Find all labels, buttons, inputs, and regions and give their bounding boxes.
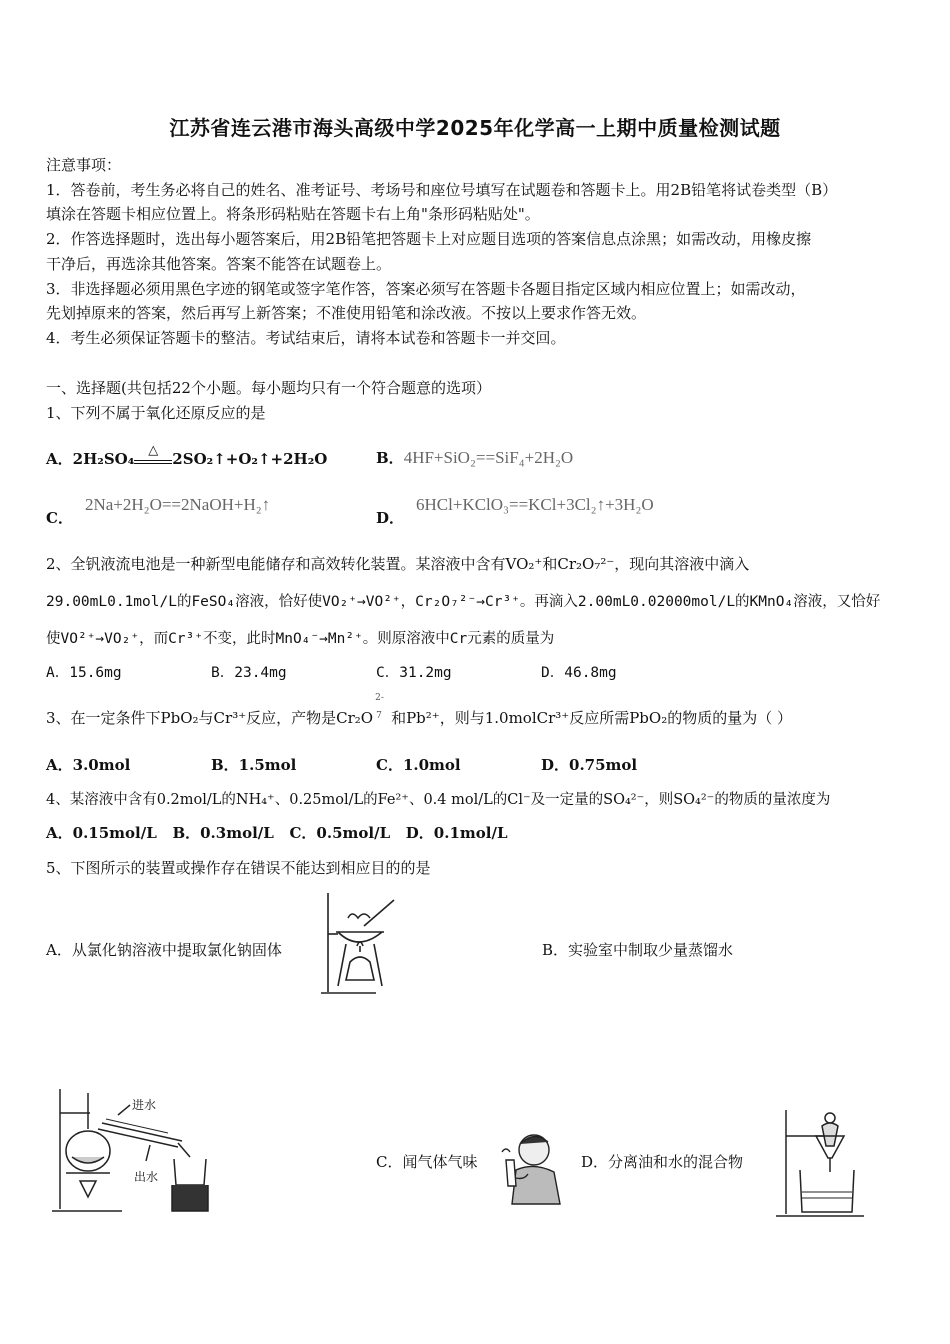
q3-ion-subscript: 7 — [376, 711, 382, 721]
separatory-funnel-figure — [772, 1106, 868, 1220]
q3-stem-post: 和Pb²⁺，则与1.0molCr³⁺反应所需PbO₂的物质的量为（ ） — [391, 709, 792, 727]
notice-line-3: 2．作答选择题时，选出每小题答案后，用2B铅笔把答题卡上对应题目选项的答案信息点涂黑；如需改动，用橡皮擦 — [46, 230, 812, 248]
q3-ion-charge: 2- — [375, 693, 384, 703]
q1-option-b — [376, 447, 573, 468]
notice-line-5: 3．非选择题必须用黑色字迹的钢笔或签字笔作答，答案必须写在答题卡各题目指定区域内相应位置上；如需改动， — [46, 280, 806, 298]
q1-stem: 1、下列不属于氧化还原反应的是 — [46, 404, 266, 422]
q5-option-b: B．实验室中制取少量蒸馏水 — [542, 941, 734, 959]
page-title: 江苏省连云港市海头高级中学2025年化学高一上期中质量检测试题 — [169, 116, 781, 140]
water-out-label: 出水 — [134, 1170, 159, 1184]
q2-line-2: 29.00mL0.1mol/L的FeSO₄溶液，恰好使VO₂⁺→VO²⁺，Cr₂O₇²⁻→Cr³⁺。再滴入2.00mL0.02000mol/L的KMnO₄溶液，又恰好 — [46, 594, 881, 610]
smelling-gas-figure — [494, 1130, 570, 1208]
water-in-label: 进水 — [132, 1098, 157, 1112]
q4-options: A．0.15mol/L B．0.3mol/L C．0.5mol/L D．0.1mol/L — [46, 824, 508, 842]
q3-option-a: A．3.0mol — [46, 756, 131, 774]
q3-option-c: C．1.0mol — [376, 756, 461, 774]
q1-a-reactant: 2H₂SO₄ — [72, 450, 135, 468]
notice-heading: 注意事项： — [46, 156, 122, 174]
q2-option-c: C．31.2mg — [376, 665, 452, 681]
q1-b-text: 4HF+SiO₂==SiF₄+2H₂O — [403, 448, 574, 467]
notice-line-6: 先划掉原来的答案，然后再写上新答案；不准使用铅笔和涂改液。不按以上要求作答无效。 — [46, 304, 647, 322]
q1-option-c — [46, 494, 271, 527]
evaporation-apparatus-figure — [318, 890, 408, 998]
q1-a-product: 2SO₂↑+O₂↑+2H₂O — [172, 450, 328, 468]
q2-option-b: B．23.4mg — [211, 665, 287, 681]
q3-option-d: D．0.75mol — [541, 756, 638, 774]
q1-b-label: B． — [376, 449, 404, 467]
q2-line-3: 使VO²⁺→VO₂⁺，而Cr³⁺不变，此时MnO₄⁻→Mn²⁺。则原溶液中Cr元素的质量为 — [46, 631, 555, 647]
q1-c-text: 2Na+2H₂O==2NaOH+H₂↑ — [84, 495, 271, 514]
q1-d-label: D． — [376, 509, 405, 527]
q3-stem — [46, 693, 792, 728]
notice-line-4: 干净后，再选涂其他答案。答案不能答在试题卷上。 — [46, 255, 392, 273]
q3-option-b: B．1.5mol — [211, 756, 297, 774]
q5-option-a: A．从氯化钠溶液中提取氯化钠固体 — [46, 941, 282, 959]
q1-a-label: A． — [46, 450, 73, 468]
q1-a-condition: △ — [148, 443, 159, 458]
q1-option-d — [376, 494, 654, 527]
notice-line-1: 1．答卷前，考生务必将自己的姓名、准考证号、考场号和座位号填写在试题卷和答题卡上。用2B铅笔将试卷类型（B） — [46, 181, 838, 199]
q5-option-d: D．分离油和水的混合物 — [581, 1153, 744, 1171]
q1-option-a — [46, 443, 328, 469]
q2-option-d: D．46.8mg — [541, 665, 617, 681]
q5-option-c: C．闻气体气味 — [376, 1153, 478, 1171]
distillation-apparatus-figure — [50, 1085, 220, 1217]
q1-c-label: C． — [46, 509, 73, 527]
q1-d-text: 6HCl+KClO₃==KCl+3Cl₂↑+3H₂O — [416, 495, 654, 514]
q4-stem: 4、某溶液中含有0.2mol/L的NH₄⁺、0.25mol/L的Fe²⁺、0.4 mol/L的Cl⁻及一定量的SO₄²⁻，则SO₄²⁻的物质的量浓度为 — [46, 792, 831, 808]
q5-stem: 5、下图所示的装置或操作存在错误不能达到相应目的的是 — [46, 859, 431, 877]
section-heading: 一、选择题(共包括22个小题。每小题均只有一个符合题意的选项） — [46, 379, 491, 397]
notice-line-2: 填涂在答题卡相应位置上。将条形码粘贴在答题卡右上角"条形码粘贴处"。 — [46, 205, 540, 223]
q2-option-a: A．15.6mg — [46, 665, 122, 681]
q3-stem-pre: 3、在一定条件下PbO₂与Cr³⁺反应，产物是Cr₂O — [46, 709, 374, 727]
notice-line-7: 4．考生必须保证答题卡的整洁。考试结束后，请将本试卷和答题卡一并交回。 — [46, 329, 566, 347]
q2-line-1: 2、全钒液流电池是一种新型电能储存和高效转化装置。某溶液中含有VO₂⁺和Cr₂O₇²⁻，现向其溶液中滴入 — [46, 555, 750, 573]
